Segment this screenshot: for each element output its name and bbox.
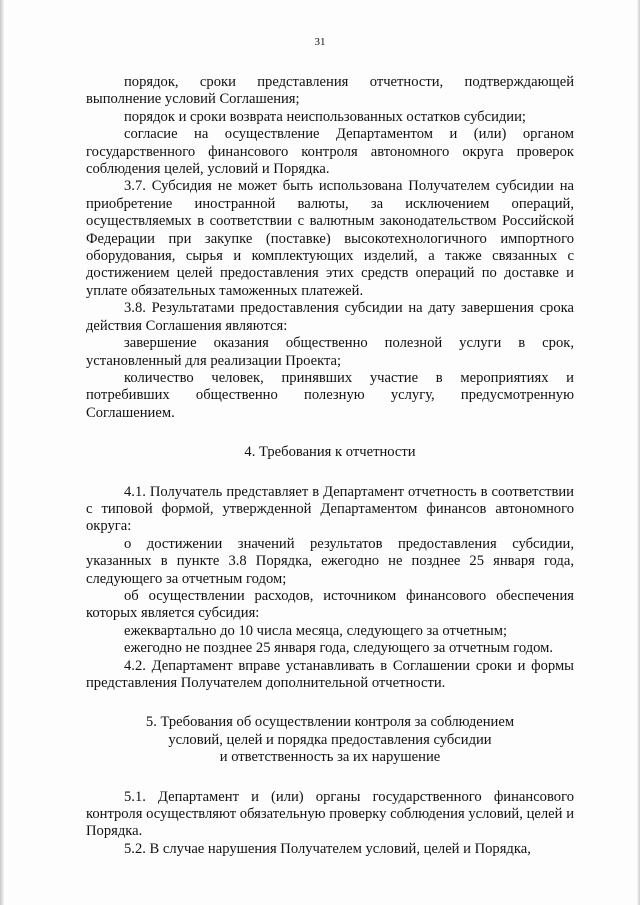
paragraph-expenses-report: об осуществлении расходов, источником финансового обеспечения которых является субсидия: [86,587,574,622]
document-body [86,74,574,858]
paragraph-4-2: 4.2. Департамент вправе устанавливать в Соглашении сроки и формы представления Получателем дополнительной отчетности. [86,657,574,691]
paragraph-3-7: 3.7. Субсидия не может быть использована Получателем субсидии на приобретение иностранной валюты, за исключением операций, осуществляемых в соответствии с валютным законодательством Российской Федерации при закупке (поставке) высокотехнологичного импортного оборудования, сырья и комплектующих изделий, а также связанных с достижением целей предоставления этих средств операций по доставке и уплате обязательных таможенных платежей. [86,178,574,299]
paragraph-result-completion: завершение оказания общественно полезной услуги в срок, установленный для реализации Проекта; [86,335,574,369]
section-5-heading [86,714,574,766]
paragraph-reporting-terms: порядок, сроки представления отчетности, подтверждающей выполнение условий Соглашения; [86,74,574,108]
section-5-heading-line-3: и ответственность за их нарушение [219,749,441,766]
paragraph-result-participants: количество человек, принявших участие в мероприятиях и потребивших общественно полезную услугу, предусмотренную Соглашением. [86,369,574,421]
paragraph-results-report: о достижении значений результатов предоставления субсидии, указанных в пункте 3.8 Порядка, ежегодно не позднее 25 января года, следующего за отчетным годом; [86,535,574,587]
section-5-heading-line-2: условий, целей и порядка предоставления субсидии [168,731,492,748]
paragraph-return-terms: порядок и сроки возврата неиспользованных остатков субсидии; [124,108,526,125]
paragraph-3-8: 3.8. Результатами предоставления субсидии на дату завершения срока действия Соглашения являются: [86,300,574,334]
section-5-heading-line-1: 5. Требования об осуществлении контроля за соблюдением [145,714,515,731]
paragraph-annually: ежегодно не позднее 25 января года, следующего за отчетным годом. [124,640,554,657]
scan-edge-left [0,0,4,905]
paragraph-quarterly: ежеквартально до 10 числа месяца, следующего за отчетным; [124,622,507,639]
paragraph-4-1: 4.1. Получатель представляет в Департамент отчетность в соответствии с типовой формой, утвержденной Департаментом финансов автономного округа: [86,483,574,535]
section-4-heading: 4. Требования к отчетности [244,444,416,461]
paragraph-5-1: 5.1. Департамент и (или) органы государственного финансового контроля осуществляют обязательную проверку соблюдения условий, целей и Порядка. [86,788,574,840]
paragraph-consent: согласие на осуществление Департаментом и (или) органом государственного финансового контроля автономного округа проверок соблюдения целей, условий и Порядка. [86,126,574,178]
paragraph-5-2: 5.2. В случае нарушения Получателем условий, целей и Порядка, [124,840,531,857]
page-number: 31 [314,36,326,48]
